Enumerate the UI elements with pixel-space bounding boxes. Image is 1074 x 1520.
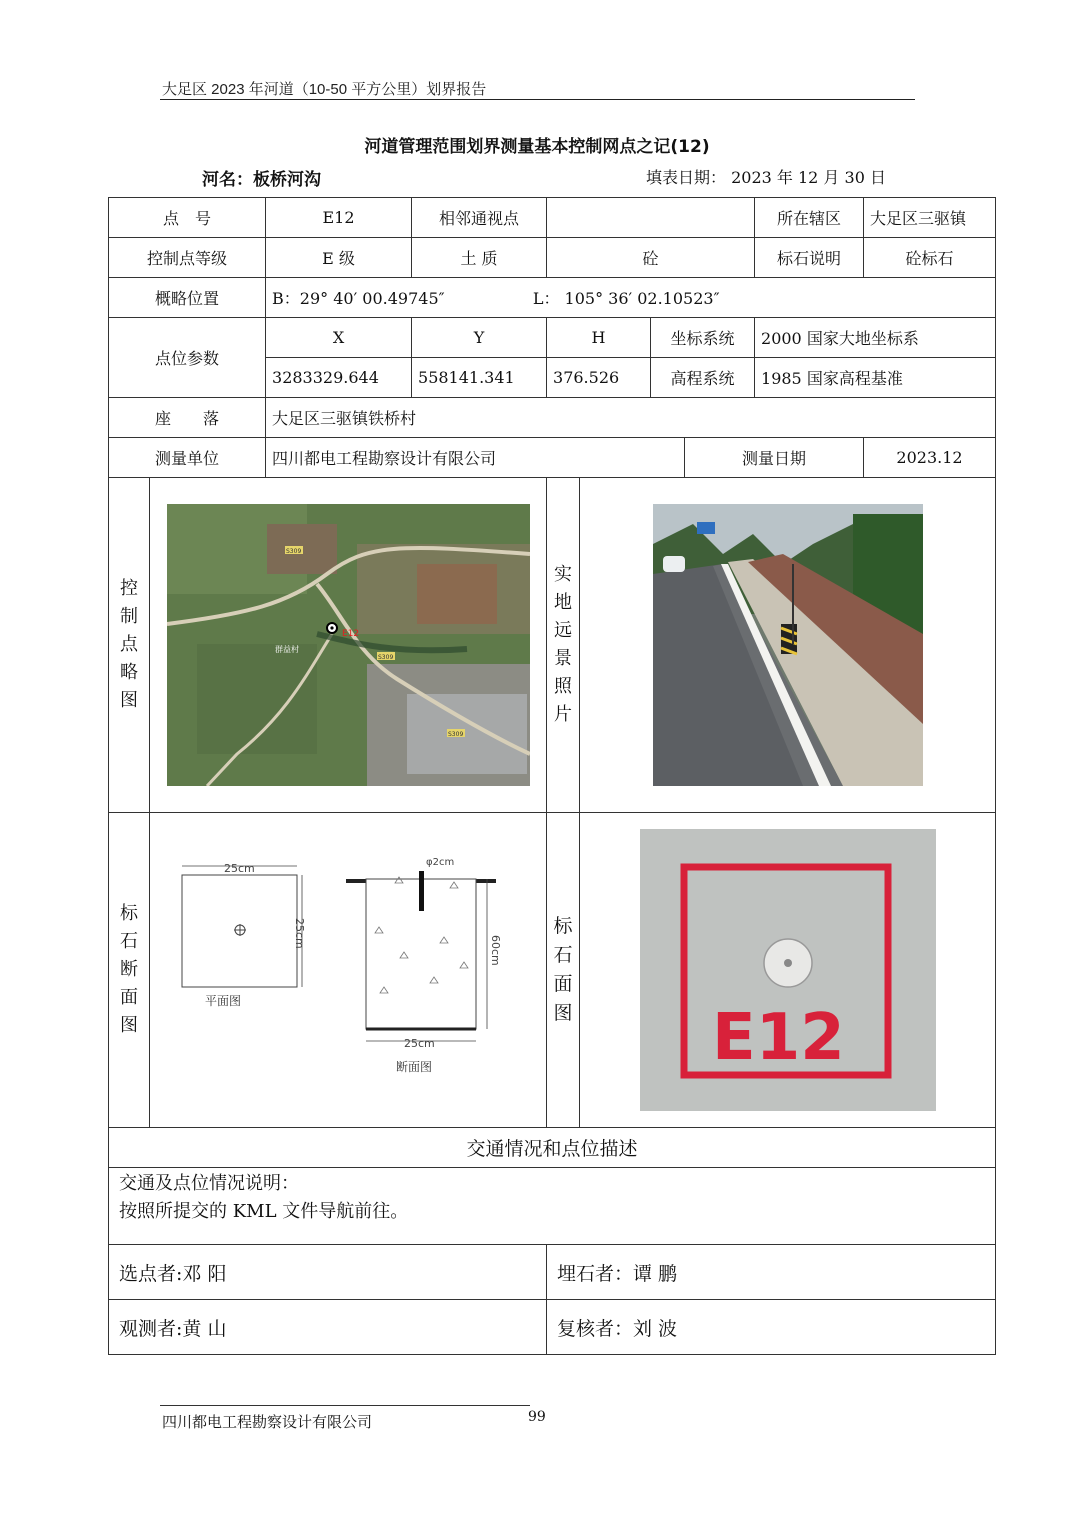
section-diagram-cell (150, 813, 547, 1128)
footer-company: 四川都电工程勘察设计有限公司 (162, 1413, 373, 1431)
approx-label: 概略位置 (109, 278, 266, 318)
date-label: 测量日期 (685, 438, 864, 478)
h-value: 376.526 (547, 358, 651, 398)
marker-face-photo (640, 829, 936, 1111)
selector: 选点者:邓 阳 (109, 1245, 547, 1300)
grade-value: E 级 (266, 238, 412, 278)
traffic-description (109, 1168, 996, 1245)
header-rule (160, 99, 915, 100)
report-header: 大足区 2023 年河道（10-50 平方公里）划界报告 (162, 81, 487, 98)
height-sys-label: 高程系统 (651, 358, 755, 398)
photo-label: 实 地 远 景 照 片 (554, 564, 573, 725)
adjacent-label: 相邻通视点 (412, 198, 547, 238)
map-road-3: S309 (447, 731, 463, 738)
traffic-line-2: 按照所提交的 KML 文件导航前往。 (119, 1201, 409, 1222)
location-label: 座 落 (109, 398, 266, 438)
marker-code: E12 (711, 1001, 845, 1075)
coord-sys-label: 坐标系统 (651, 318, 755, 358)
latitude: B：29° 40′ 00.49745″ (272, 289, 445, 308)
marker-label: 标石说明 (755, 238, 864, 278)
photo-label-cell (547, 478, 580, 813)
unit-value: 四川都电工程勘察设计有限公司 (266, 438, 685, 478)
traffic-line-1: 交通及点位情况说明： (119, 1173, 299, 1194)
marker-value: 砼标石 (864, 238, 996, 278)
y-header: Y (412, 318, 547, 358)
x-header: X (266, 318, 412, 358)
site-photo-cell (580, 478, 996, 813)
reviewer: 复核者：刘 波 (547, 1300, 996, 1355)
plan-caption: 平面图 (205, 994, 242, 1008)
date-value: 2023.12 (864, 438, 996, 478)
adjacent-value (547, 198, 755, 238)
soil-label: 土 质 (412, 238, 547, 278)
approx-position (266, 278, 996, 318)
y-value: 558141.341 (412, 358, 547, 398)
section-depth: 60cm (489, 935, 502, 966)
footer-rule (160, 1405, 530, 1406)
site-photo (653, 504, 923, 786)
section-label: 标 石 断 面 图 (120, 903, 138, 1036)
height-sys-value: 1985 国家高程基准 (755, 358, 996, 398)
burier: 埋石者：谭 鹏 (547, 1245, 996, 1300)
longitude: L： 105° 36′ 02.10523″ (532, 289, 720, 308)
sketch-map-cell (150, 478, 547, 813)
h-header: H (547, 318, 651, 358)
location-value: 大足区三驱镇铁桥村 (266, 398, 996, 438)
map-village-label: 群益村 (274, 645, 299, 654)
observer: 观测者:黄 山 (109, 1300, 547, 1355)
sketch-label: 控 制 点 略 图 (120, 578, 138, 711)
section-width: 25cm (404, 1037, 435, 1050)
coord-sys-value: 2000 国家大地坐标系 (755, 318, 996, 358)
grade-label: 控制点等级 (109, 238, 266, 278)
map-road-1: S309 (285, 548, 301, 555)
face-label-cell (547, 813, 580, 1128)
sketch-label-cell (109, 478, 150, 813)
control-point-form (108, 197, 996, 1355)
section-diagram (150, 813, 526, 1127)
fill-date: 填表日期： 2023 年 12 月 30 日 (646, 168, 886, 187)
x-value: 3283329.644 (266, 358, 412, 398)
plan-width: 25cm (224, 862, 255, 875)
map-point-label: E12 (341, 629, 359, 639)
page-title: 河道管理范围划界测量基本控制网点之记(12) (364, 137, 710, 157)
marker-face-cell (580, 813, 996, 1128)
section-caption: 断面图 (396, 1060, 433, 1074)
district-label: 所在辖区 (755, 198, 864, 238)
face-label: 标 石 面 图 (553, 915, 573, 1024)
river-name: 河名：板桥河沟 (202, 170, 321, 190)
map-road-2: S309 (377, 654, 393, 661)
params-label: 点位参数 (109, 318, 266, 398)
traffic-title: 交通情况和点位描述 (109, 1128, 996, 1168)
unit-label: 测量单位 (109, 438, 266, 478)
point-no-label: 点 号 (109, 198, 266, 238)
soil-value: 砼 (547, 238, 755, 278)
district-value: 大足区三驱镇 (864, 198, 996, 238)
page-number: 99 (528, 1409, 546, 1425)
point-no-value: E12 (266, 198, 412, 238)
satellite-map (167, 504, 530, 786)
plan-height: 25cm (293, 918, 306, 949)
section-label-cell (109, 813, 150, 1128)
section-top: φ2cm (426, 857, 455, 868)
